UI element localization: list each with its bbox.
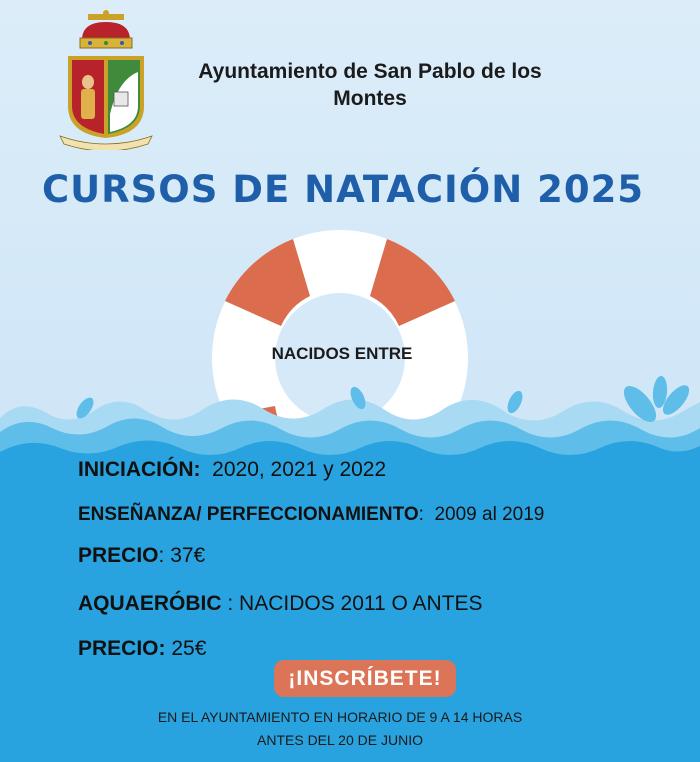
council-line-1: Ayuntamiento de San Pablo de los — [198, 60, 542, 83]
course-value: 2020, 2021 y 2022 — [212, 458, 387, 481]
price-sep: : — [158, 544, 165, 567]
course-ensenanza — [78, 504, 544, 526]
footer-hours: EN EL AYUNTAMIENTO EN HORARIO DE 9 A 14 HORAS — [157, 709, 523, 725]
course-label: ENSEÑANZA/ PERFECCIONAMIENTO — [78, 504, 419, 525]
coat-of-arms-icon — [58, 10, 154, 150]
price-courses — [78, 544, 205, 568]
course-value: NACIDOS 2011 O ANTES — [239, 592, 483, 615]
price-aquaerobic — [78, 637, 206, 661]
council-name — [160, 58, 580, 112]
course-label: AQUAERÓBIC — [78, 592, 222, 615]
price-value: 25€ — [171, 637, 207, 660]
course-value: 2009 al 2019 — [434, 504, 545, 525]
footer-deadline: ANTES DEL 20 DE JUNIO — [257, 732, 423, 748]
signup-button[interactable]: ¡INSCRÍBETE! — [274, 660, 456, 697]
course-label: INICIACIÓN: — [78, 458, 201, 481]
course-sep: : — [418, 504, 424, 525]
course-sep: : — [221, 592, 234, 615]
council-line-2: Montes — [333, 87, 407, 110]
course-iniciacion — [78, 458, 386, 482]
price-label: PRECIO — [78, 544, 159, 567]
price-label: PRECIO: — [78, 637, 166, 660]
course-aquaerobic — [78, 592, 483, 616]
poster-title: CURSOS DE NATACIÓN 2025 — [41, 168, 645, 211]
price-value: 37€ — [170, 544, 206, 567]
ring-label: NACIDOS ENTRE — [271, 344, 413, 363]
